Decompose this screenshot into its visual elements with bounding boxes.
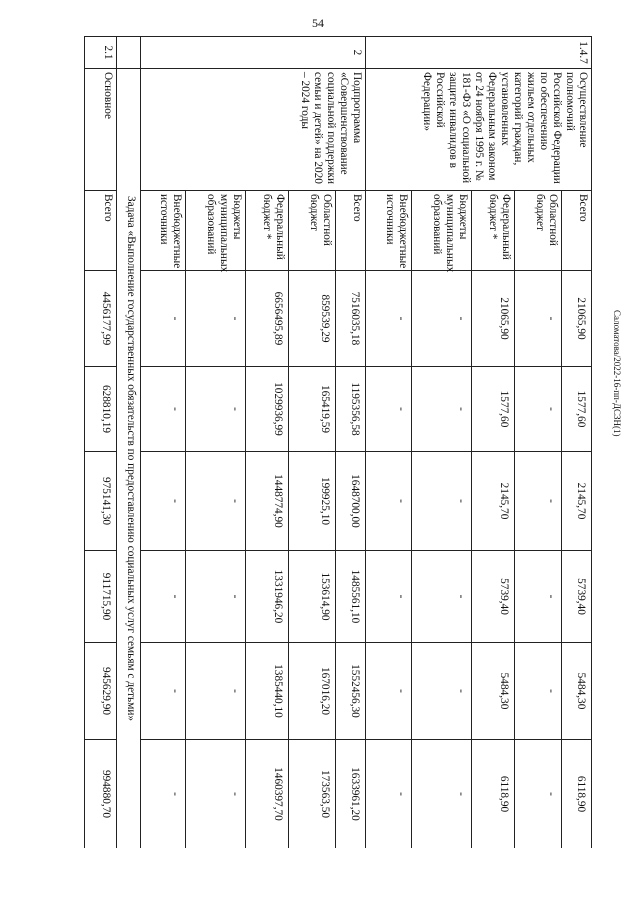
funding-source: Федеральный бюджет *	[471, 191, 514, 271]
amount-cell: 1577,60	[471, 367, 514, 452]
table-row	[85, 37, 117, 849]
amount-cell: 1577,60	[561, 367, 591, 452]
amount-cell: -	[514, 740, 561, 849]
rotated-page	[84, 36, 592, 848]
amount-cell: -	[366, 643, 411, 740]
amount-cell: 1552456,30	[336, 643, 366, 740]
funding-source: Всего	[336, 191, 366, 271]
amount-cell: -	[140, 740, 185, 849]
funding-source: Внебюджетные источники	[366, 191, 411, 271]
measure-name: Осуществление полномочий Российской Федерации по обеспечению жильем отдельных категорий граждан, установленных Федеральным законом от 24 ноября 1995 г. № 181-ФЗ «О социальной защите инвалидов в Российской Федерации»	[366, 69, 592, 191]
amount-cell: 1385440,10	[246, 643, 289, 740]
amount-cell: -	[514, 367, 561, 452]
amount-cell: 5739,40	[561, 551, 591, 643]
page-number: 54	[312, 16, 324, 30]
amount-cell: 1448774,90	[246, 452, 289, 551]
row-number: 1.4.7	[366, 37, 592, 69]
budget-table	[84, 36, 592, 848]
amount-cell: 1460397,70	[246, 740, 289, 849]
amount-cell: 994880,70	[85, 740, 117, 849]
amount-cell: 5739,40	[471, 551, 514, 643]
funding-source: Бюджеты муниципальных образований	[411, 191, 471, 271]
amount-cell: 6118,90	[471, 740, 514, 849]
amount-cell: 4456177,99	[85, 271, 117, 367]
table-row	[336, 37, 366, 849]
amount-cell: 5484,30	[471, 643, 514, 740]
amount-cell: 2145,70	[471, 452, 514, 551]
amount-cell: -	[411, 551, 471, 643]
amount-cell: 859539,29	[289, 271, 336, 367]
amount-cell: 628810,19	[85, 367, 117, 452]
funding-source: Областной бюджет	[289, 191, 336, 271]
measure-name: Основное	[85, 69, 117, 191]
amount-cell: 173563,50	[289, 740, 336, 849]
amount-cell: 945629,90	[85, 643, 117, 740]
amount-cell: -	[514, 452, 561, 551]
amount-cell: 1331946,20	[246, 551, 289, 643]
amount-cell: -	[411, 367, 471, 452]
amount-cell: -	[140, 452, 185, 551]
amount-cell: -	[140, 367, 185, 452]
amount-cell: 1029936,99	[246, 367, 289, 452]
amount-cell: -	[366, 367, 411, 452]
amount-cell: 6656495,89	[246, 271, 289, 367]
table-row	[561, 37, 591, 849]
funding-source: Внебюджетные источники	[140, 191, 185, 271]
table-viewport	[84, 36, 592, 848]
funding-source: Федеральный бюджет *	[246, 191, 289, 271]
amount-cell: -	[186, 740, 246, 849]
amount-cell: 21065,90	[471, 271, 514, 367]
amount-cell: 975141,30	[85, 452, 117, 551]
amount-cell: 153614,90	[289, 551, 336, 643]
funding-source: Областной бюджет	[514, 191, 561, 271]
amount-cell: -	[140, 643, 185, 740]
funding-source: Всего	[561, 191, 591, 271]
row-number: 2	[140, 37, 366, 69]
amount-cell: 7516035,18	[336, 271, 366, 367]
funding-source: Бюджеты муниципальных образований	[186, 191, 246, 271]
row-number: 2.1	[85, 37, 117, 69]
footer-note-text: Саломатова/2022-16-пп-ДСЗН(1)	[612, 310, 622, 437]
amount-cell: 5484,30	[561, 643, 591, 740]
task-row	[117, 37, 141, 849]
funding-source: Всего	[85, 191, 117, 271]
amount-cell: -	[514, 271, 561, 367]
amount-cell: 199925,10	[289, 452, 336, 551]
amount-cell: -	[186, 643, 246, 740]
amount-cell: -	[140, 551, 185, 643]
amount-cell: -	[366, 740, 411, 849]
amount-cell: 2145,70	[561, 452, 591, 551]
subprogram-name: Подпрограмма «Совершенствование социальной поддержки семьи и детей» на 2020 – 2024 годы	[140, 69, 366, 191]
amount-cell: -	[366, 271, 411, 367]
amount-cell: -	[186, 551, 246, 643]
amount-cell: -	[140, 271, 185, 367]
amount-cell: -	[411, 740, 471, 849]
amount-cell: -	[514, 551, 561, 643]
amount-cell: 1485561,10	[336, 551, 366, 643]
amount-cell: 1195356,58	[336, 367, 366, 452]
task-title: Задача «Выполнение государственных обязательств по предоставлению социальных услуг семьям с детьми»	[117, 69, 141, 849]
amount-cell: 1648700,00	[336, 452, 366, 551]
amount-cell: 167016,20	[289, 643, 336, 740]
amount-cell: 165419,59	[289, 367, 336, 452]
amount-cell: -	[186, 452, 246, 551]
amount-cell: -	[411, 452, 471, 551]
amount-cell: 911715,90	[85, 551, 117, 643]
amount-cell: 21065,90	[561, 271, 591, 367]
amount-cell: -	[411, 271, 471, 367]
amount-cell: -	[186, 271, 246, 367]
amount-cell: -	[411, 643, 471, 740]
amount-cell: -	[366, 452, 411, 551]
amount-cell: 6118,90	[561, 740, 591, 849]
amount-cell: -	[514, 643, 561, 740]
amount-cell: -	[366, 551, 411, 643]
amount-cell: -	[186, 367, 246, 452]
amount-cell: 1633961,20	[336, 740, 366, 849]
